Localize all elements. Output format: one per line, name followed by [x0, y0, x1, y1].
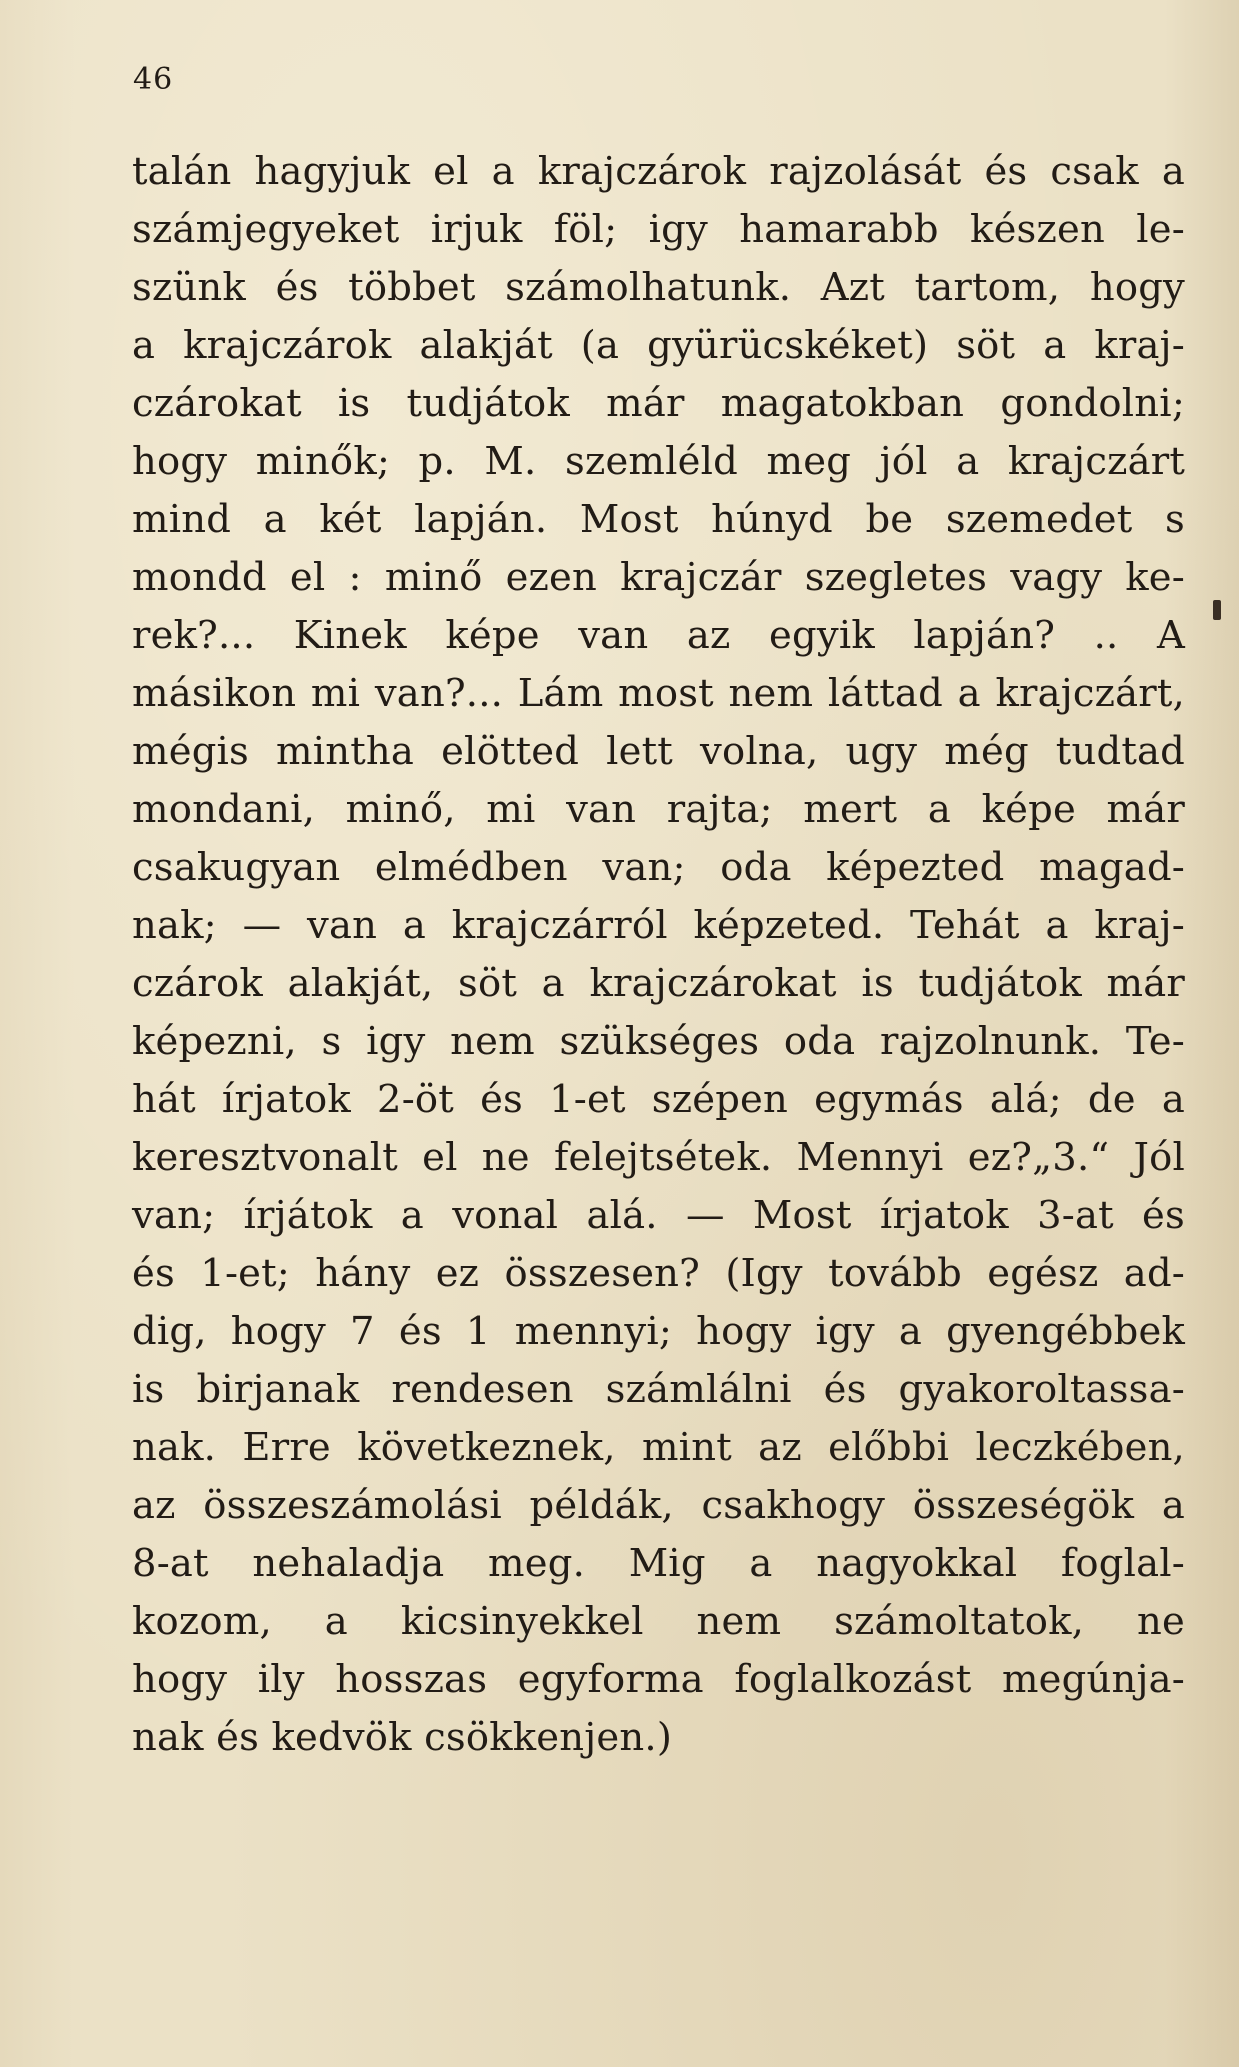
text-line: hogy ily hosszas egyforma foglalkozást megúnja-: [132, 1657, 1185, 1702]
text-line: számjegyeket irjuk föl; igy hamarabb készen le-: [132, 207, 1185, 252]
text-line: talán hagyjuk el a krajczárok rajzolását és csak a: [132, 149, 1185, 194]
text-line: kozom, a kicsinyekkel nem számoltatok, ne: [132, 1599, 1185, 1644]
text-line: keresztvonalt el ne felejtsétek. Mennyi ez?„3.“ Jól: [132, 1135, 1185, 1180]
text-line: mégis mintha elötted lett volna, ugy még tudtad: [132, 729, 1185, 774]
text-line: mondani, minő, mi van rajta; mert a képe már: [132, 787, 1185, 832]
text-line: mind a két lapján. Most húnyd be szemedet s: [132, 497, 1185, 542]
text-line: hát írjatok 2-öt és 1-et szépen egymás alá; de a: [132, 1077, 1185, 1122]
text-line: képezni, s igy nem szükséges oda rajzolnunk. Te-: [132, 1019, 1185, 1064]
text-line: is birjanak rendesen számlálni és gyakoroltassa-: [132, 1367, 1185, 1412]
text-line: van; írjátok a vonal alá. — Most írjatok 3-at és: [132, 1193, 1185, 1238]
text-line: és 1-et; hány ez összesen? (Igy tovább egész ad-: [132, 1251, 1185, 1296]
text-line: szünk és többet számolhatunk. Azt tartom, hogy: [132, 265, 1185, 310]
text-line: czárokat is tudjátok már magatokban gondolni;: [132, 381, 1185, 426]
body-text: [132, 143, 1185, 1767]
ink-mark: [1213, 600, 1221, 620]
text-line: másikon mi van?... Lám most nem láttad a krajczárt,: [132, 671, 1185, 716]
text-line: csakugyan elmédben van; oda képezted magad-: [132, 845, 1185, 890]
text-line: rek?... Kinek képe van az egyik lapján? .. A: [132, 613, 1185, 658]
text-line: czárok alakját, söt a krajczárokat is tudjátok már: [132, 961, 1185, 1006]
text-line: nak és kedvök csökkenjen.): [132, 1715, 673, 1760]
text-line: nak. Erre következnek, mint az előbbi leczkében,: [132, 1425, 1185, 1470]
text-line: az összeszámolási példák, csakhogy összeségök a: [132, 1483, 1185, 1528]
text-line: a krajczárok alakját (a gyürücskéket) söt a kraj-: [132, 323, 1185, 368]
text-line: hogy minők; p. M. szemléld meg jól a krajczárt: [132, 439, 1185, 484]
text-line: 8-at nehaladja meg. Mig a nagyokkal foglal-: [132, 1541, 1185, 1586]
text-line: mondd el : minő ezen krajczár szegletes vagy ke-: [132, 555, 1185, 600]
page-number: 46: [133, 62, 174, 97]
text-line: dig, hogy 7 és 1 mennyi; hogy igy a gyengébbek: [132, 1309, 1185, 1354]
text-line: nak; — van a krajczárról képzeted. Tehát a kraj-: [132, 903, 1185, 948]
